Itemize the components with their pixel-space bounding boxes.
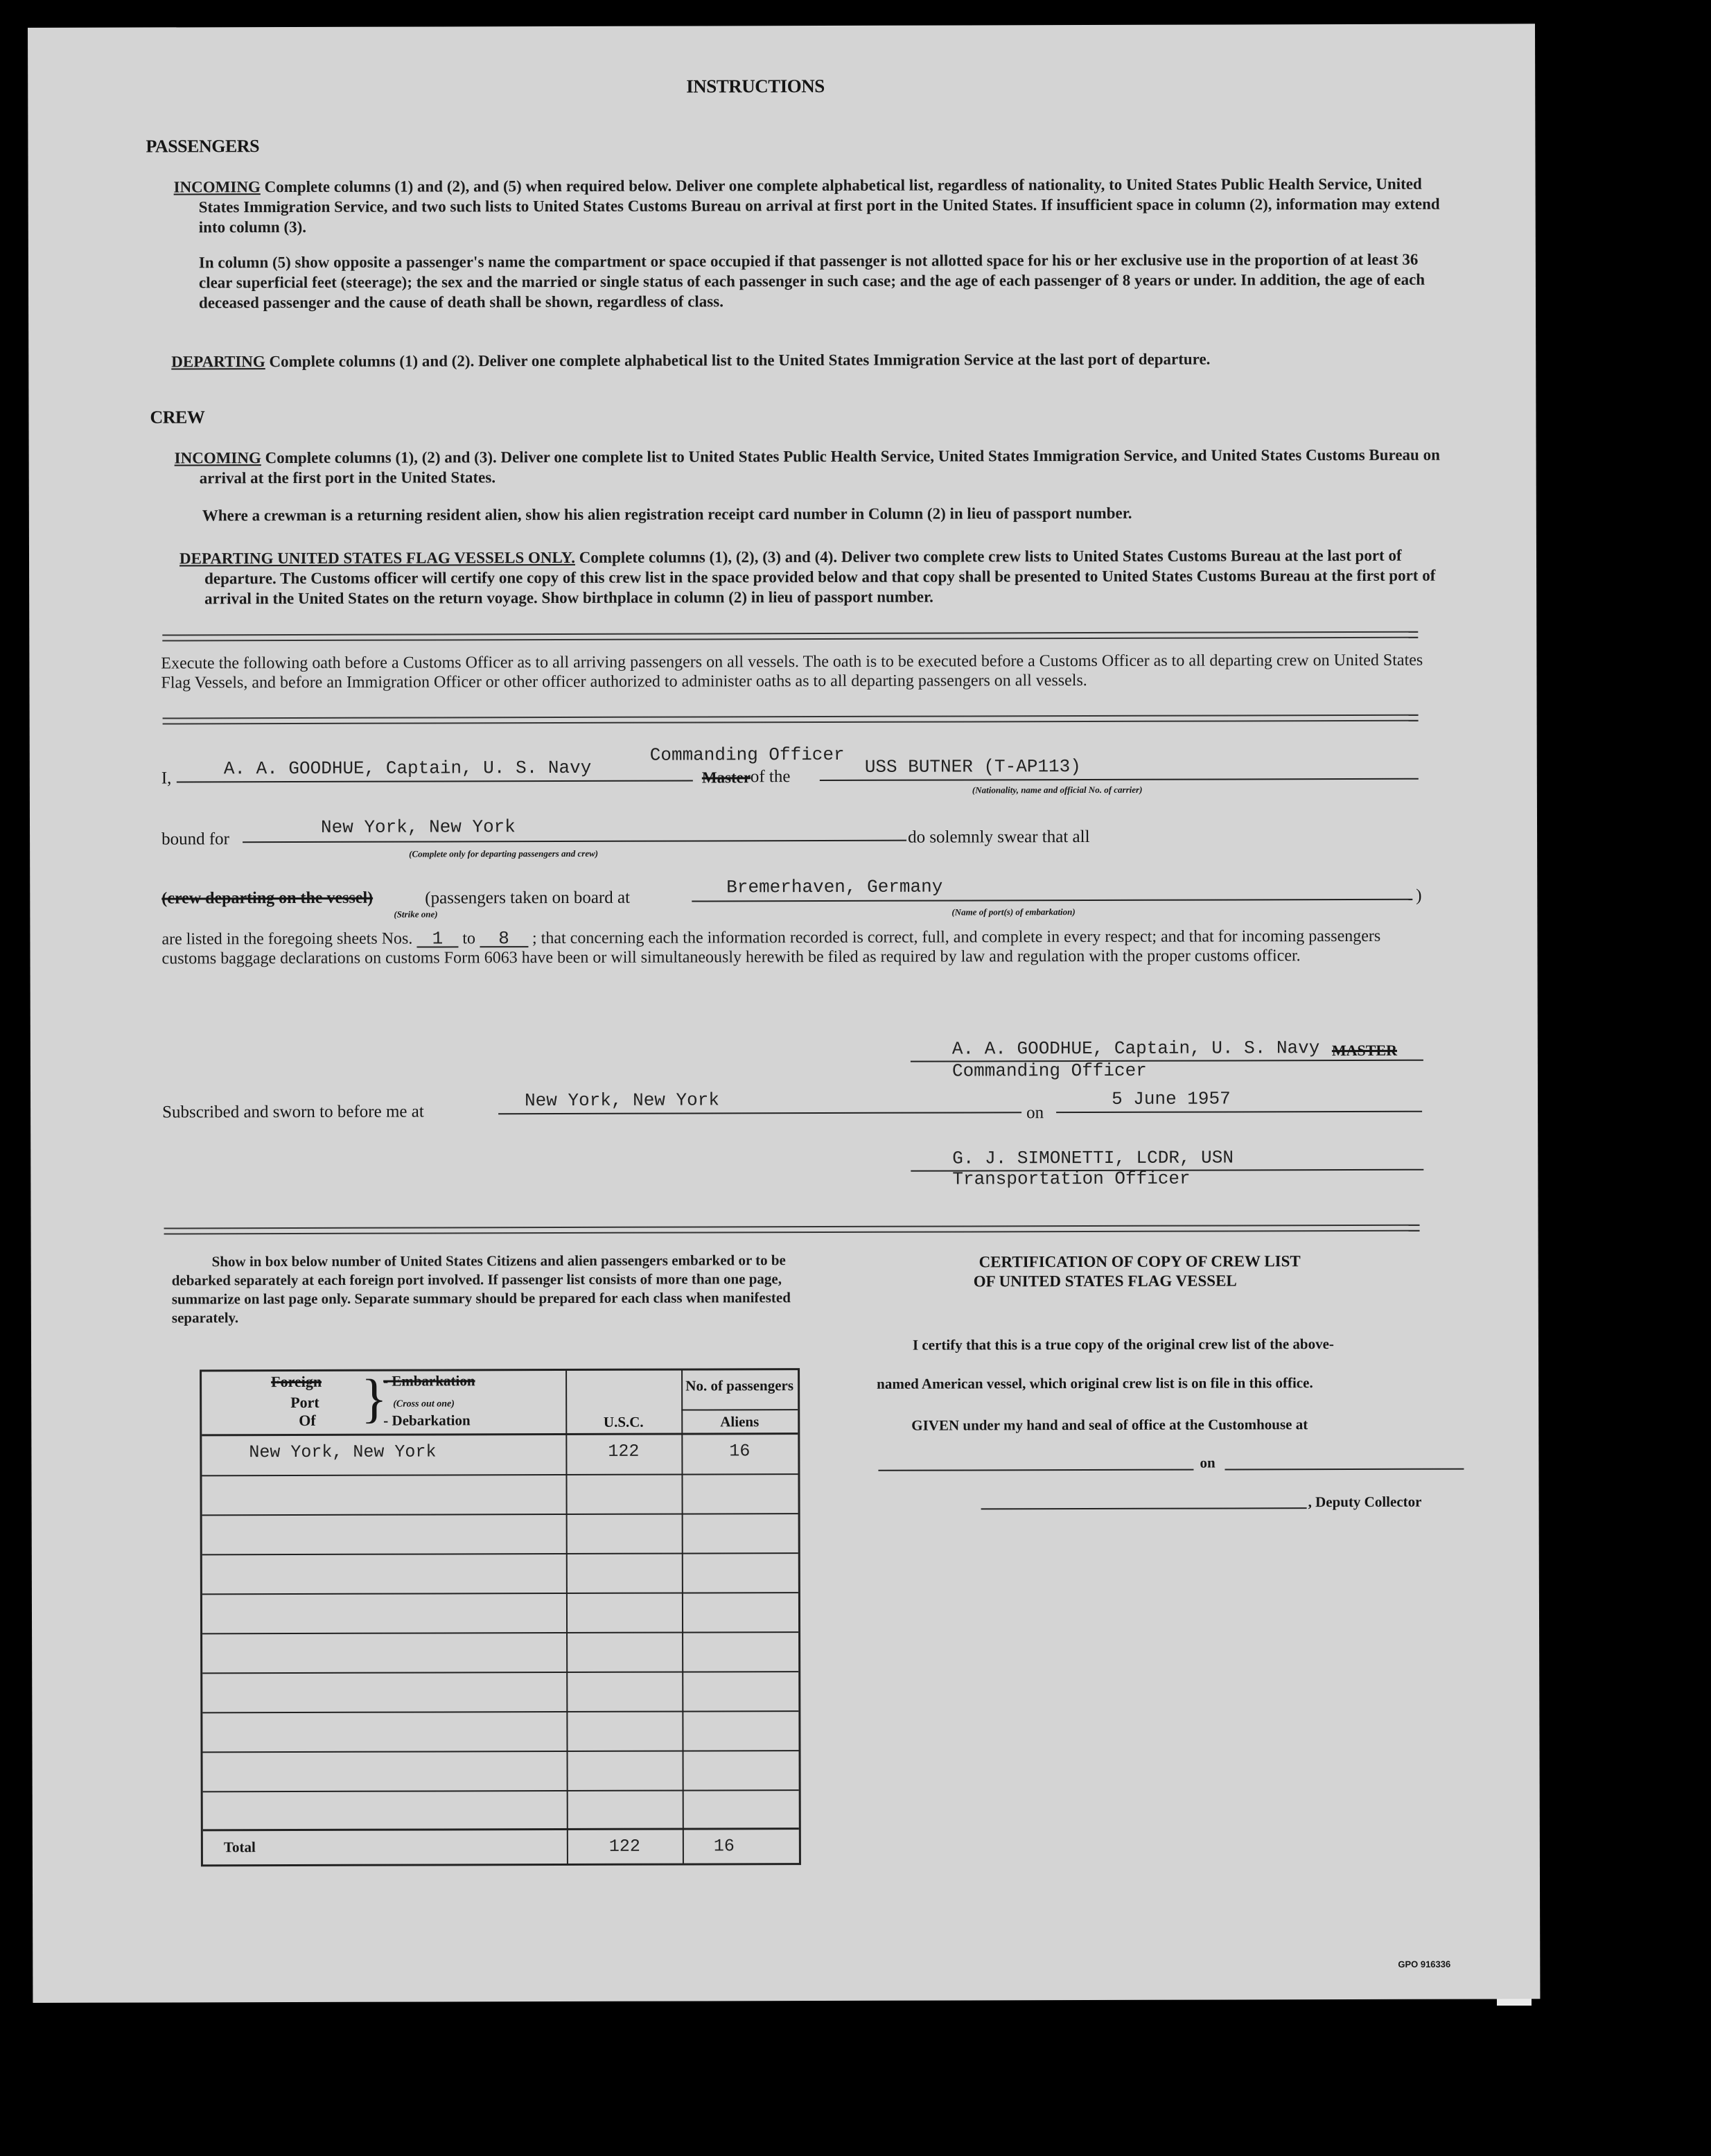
vessel-caption: (Nationality, name and official No. of carrier) xyxy=(972,784,1143,796)
row-aliens-field: 16 xyxy=(729,1441,751,1462)
passengers-heading: PASSENGERS xyxy=(146,136,260,157)
sheet-to-field: 8 xyxy=(480,931,528,947)
total-usc-field: 122 xyxy=(608,1836,640,1857)
officer-name: G. J. SIMONETTI, LCDR, USN xyxy=(952,1147,1234,1169)
embarkation-struck: - Embarkation xyxy=(383,1372,475,1390)
certification-date-line xyxy=(1225,1469,1464,1471)
subscribed-place-field: New York, New York xyxy=(525,1089,719,1112)
listed-text: are listed in the foregoing sheets Nos. xyxy=(161,929,413,949)
crew-departing-text: Complete columns (1), (2), (3) and (4). Deliver two complete crew lists to United States Customs Bureau at the last port of departure. The Customs officer will certify one copy of this crew list in the space provided below and that copy shall be presented to United States Customs Bureau at the first port of arrival in the United States on the return voyage. Show birthplace in column (2) in lieu of passport number. xyxy=(204,546,1436,608)
signature-name: A. A. GOODHUE, Captain, U. S. Navy xyxy=(951,1037,1320,1060)
certification-title-1: CERTIFICATION OF COPY OF CREW LIST xyxy=(979,1252,1301,1271)
total-aliens-field: 16 xyxy=(713,1836,735,1857)
crew-alien-paragraph: Where a crewman is a returning resident alien, show his alien registration receipt card number in Column (2) in lieu of passport number. xyxy=(202,504,1132,525)
form-page xyxy=(28,24,1540,2003)
sheet-from-field: 1 xyxy=(416,931,458,947)
section-divider xyxy=(163,715,1419,725)
certification-text-2: named American vessel, which original crew list is on file in this office. xyxy=(877,1374,1313,1392)
certification-title-2: OF UNITED STATES FLAG VESSEL xyxy=(973,1272,1237,1290)
signature-struck: MASTER xyxy=(1331,1041,1398,1060)
footer-code: GPO 916336 xyxy=(1398,1958,1451,1970)
role-struck: Master xyxy=(701,769,751,787)
crew-heading: CREW xyxy=(150,407,205,428)
swear-text: do solemnly swear that all xyxy=(908,827,1090,847)
to-label: to xyxy=(462,929,476,948)
vessel-line xyxy=(820,778,1419,781)
passengers-incoming-text: Complete columns (1) and (2), and (5) when required below. Deliver one complete alphabetical list, regardless of nationality, to United States Public Health Service, United States Immigration Service, and two such lists to United States Customs Bureau on arrival at first port in the United States. If insufficient space in column (2), information may extend into column (3). xyxy=(198,175,1440,236)
port-embarkation-field: Bremerhaven, Germany xyxy=(726,876,943,898)
passengers-incoming-label: INCOMING xyxy=(173,178,261,196)
crew-incoming-paragraph xyxy=(175,445,1447,489)
certification-given: GIVEN under my hand and seal of office at the Customhouse at xyxy=(911,1416,1308,1434)
debarkation-label: - Debarkation xyxy=(383,1412,471,1429)
customhouse-line xyxy=(878,1469,1193,1471)
no-passengers-header: No. of passengers xyxy=(685,1377,794,1394)
bound-for-field: New York, New York xyxy=(320,816,516,838)
row-usc-field: 122 xyxy=(608,1441,640,1462)
bound-for-label: bound for xyxy=(161,830,230,849)
signature-title: Commanding Officer xyxy=(951,1060,1147,1082)
bound-for-line xyxy=(243,840,906,843)
subscribed-date-field: 5 June 1957 xyxy=(1112,1088,1231,1110)
of-the-label: of the xyxy=(750,767,791,787)
deputy-line xyxy=(981,1507,1307,1509)
deputy-collector-label: , Deputy Collector xyxy=(1308,1493,1422,1511)
subscribed-place-line xyxy=(498,1112,1021,1114)
port-close-paren: ) xyxy=(1416,886,1422,905)
cross-caption: (Cross out one) xyxy=(393,1399,455,1410)
oath-i-label: I, xyxy=(161,769,172,788)
crew-incoming-text: Complete columns (1), (2) and (3). Deliver one complete list to United States Public Health Service, United States Immigration Service, and United States Customs Bureau on arrival at the first port in the United States. xyxy=(199,446,1440,487)
brace: } xyxy=(361,1367,387,1428)
crew-departing-label: DEPARTING UNITED STATES FLAG VESSELS ONLY. xyxy=(179,548,576,568)
total-label: Total xyxy=(223,1839,256,1856)
port-caption: (Name of port(s) of embarkation) xyxy=(951,906,1076,918)
oath-instruction-paragraph: Execute the following oath before a Customs Officer as to all arriving passengers on all vessels. The oath is to be executed before a Customs Officer as to all departing crew on United States Flag Vessels, and before an Immigration Officer or other officer authorized to administer oaths as to all departing passengers on all vessels. xyxy=(161,651,1423,692)
vessel-field: USS BUTNER (T-AP113) xyxy=(864,756,1081,778)
listed-rest: ; that concerning each the information recorded is correct, full, and complete in every respect; and that for incoming passengers customs baggage declarations on customs Form 6063 have been or will simultaneously herewith be filed as required by law and regulation with the proper customs officer. xyxy=(161,927,1381,968)
of-label: Of xyxy=(299,1411,316,1429)
passengers-departing-paragraph xyxy=(171,349,1448,372)
row-port-field: New York, New York xyxy=(249,1441,437,1463)
officer-title: Transportation Officer xyxy=(952,1168,1191,1190)
page-title: INSTRUCTIONS xyxy=(686,75,825,97)
section-divider xyxy=(164,1225,1420,1235)
crew-incoming-label: INCOMING xyxy=(174,449,261,467)
passengers-departing-text: Complete columns (1) and (2). Deliver one complete alphabetical list to the United States Immigration Service at the last port of departure. xyxy=(269,350,1211,371)
crew-departing-paragraph xyxy=(179,545,1445,609)
listed-paragraph xyxy=(161,927,1426,969)
summary-instructions: Show in box below number of United States Citizens and alien passengers embarked or to be debarked separately at each foreign port involved. If passenger list consists of more than one page, summarize on last page only. Separate summary should be prepared for each class when manifested separately. xyxy=(171,1252,791,1326)
bound-caption: (Complete only for departing passengers and crew) xyxy=(409,848,599,859)
passengers-option: (passengers taken on board at xyxy=(425,888,631,908)
master-name-field: A. A. GOODHUE, Captain, U. S. Navy xyxy=(223,757,592,780)
passengers-departing-label: DEPARTING xyxy=(171,353,265,371)
certification-text-1: I certify that this is a true copy of the original crew list of the above- xyxy=(912,1335,1334,1353)
section-divider xyxy=(162,631,1418,642)
subscribed-date-line xyxy=(1056,1111,1422,1113)
passengers-incoming-paragraph xyxy=(174,174,1446,238)
port-label: Port xyxy=(290,1393,319,1412)
strike-caption: (Strike one) xyxy=(394,909,438,920)
usc-header: U.S.C. xyxy=(603,1413,644,1430)
subscribed-on-label: on xyxy=(1026,1103,1044,1123)
subscribed-label: Subscribed and sworn to before me at xyxy=(162,1102,424,1122)
passengers-column5-paragraph: In column (5) show opposite a passenger's name the compartment or space occupied if that passenger is not allotted space for his or her exclusive use in the proportion of at least 36 clear superficial feet (steerage); the sex and the married or single status of each passenger in such case; and the age of each passenger of 8 years or under. In addition, the age of each deceased passenger and the cause of death shall be shown, regardless of class. xyxy=(198,250,1425,312)
passenger-summary-table xyxy=(200,1368,801,1866)
port-line xyxy=(692,899,1412,902)
aliens-header: Aliens xyxy=(720,1413,760,1430)
struck-option: (crew departing on the vessel) xyxy=(161,888,374,908)
certification-on-label: on xyxy=(1200,1454,1216,1471)
master-name-line xyxy=(177,780,693,782)
port-struck-label: Foreign xyxy=(271,1372,322,1391)
role-typed: Commanding Officer xyxy=(649,744,845,766)
